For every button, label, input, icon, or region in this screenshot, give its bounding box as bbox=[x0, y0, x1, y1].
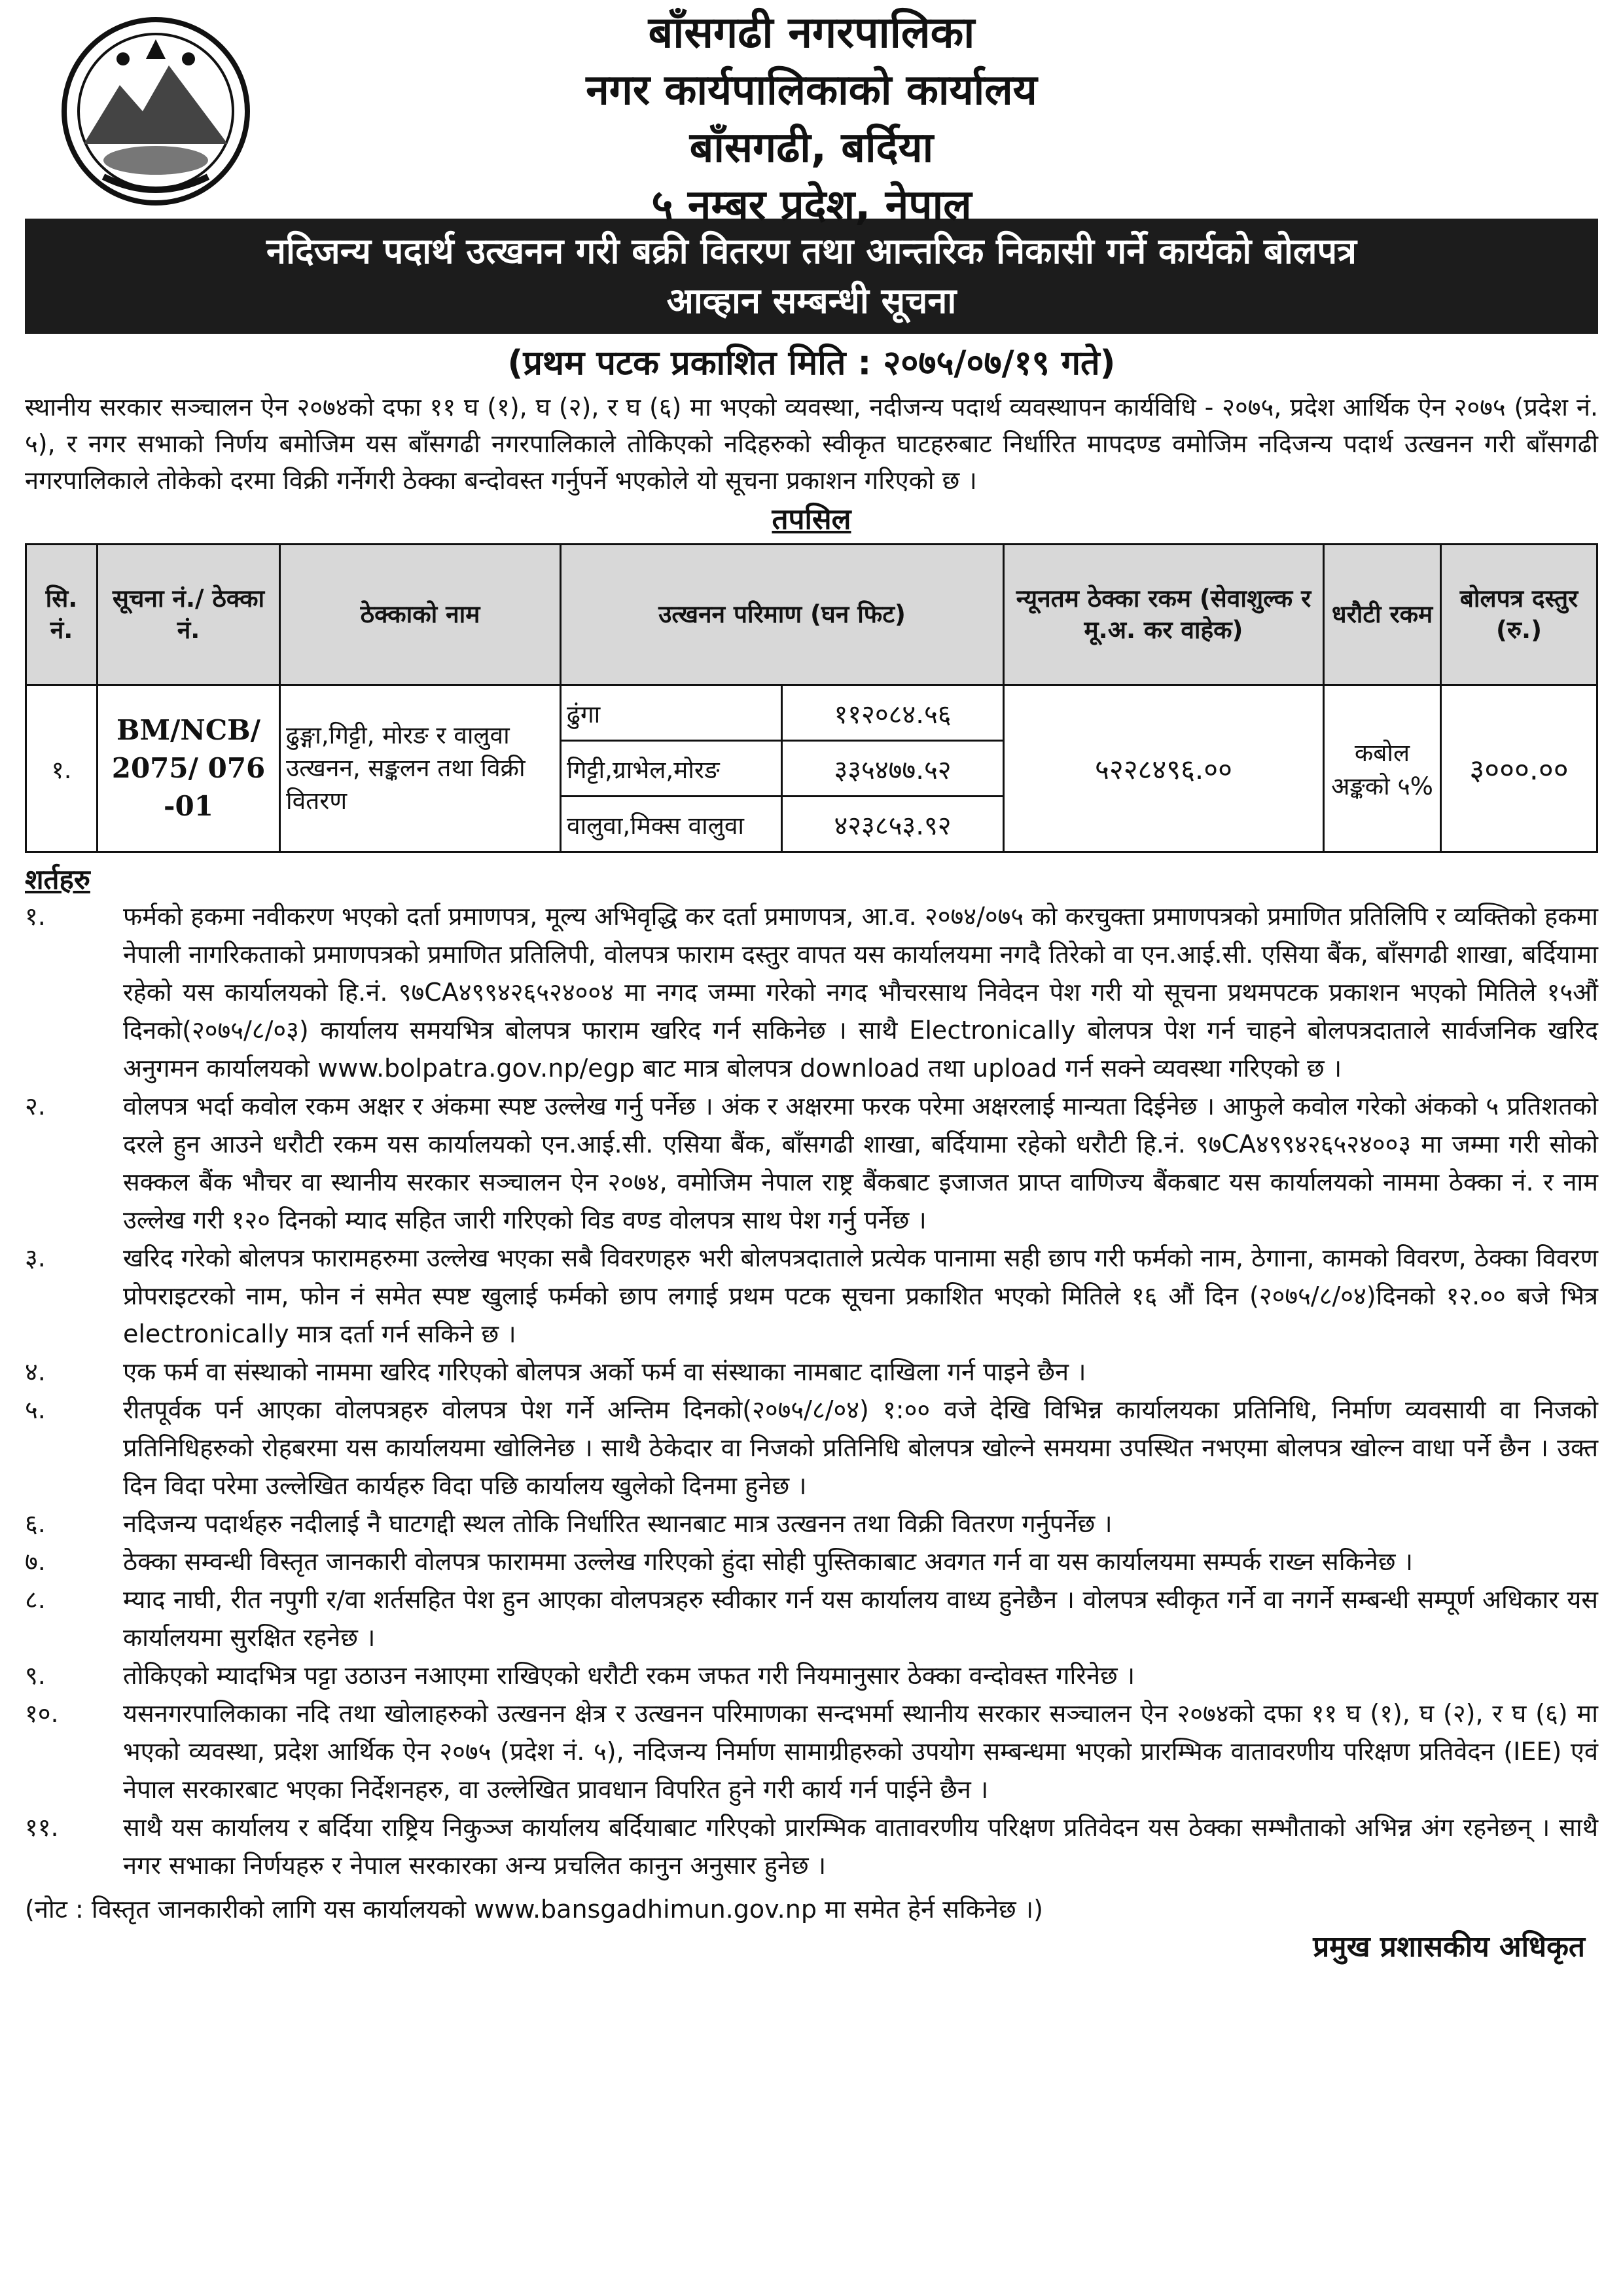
notice-title-line2: आव्हान सम्बन्धी सूचना bbox=[666, 280, 957, 321]
office-name: नगर कार्यपालिकाको कार्यालय bbox=[586, 66, 1037, 115]
condition-text: वोलपत्र भर्दा कवोल रकम अक्षर र अंकमा स्पष्ट उल्लेख गर्नु पर्नेछ । अंक र अक्षरमा फरक परेमा अक्षरलाई मान्यता दिईनेछ । आफुले कवोल गरेको अंकको ५ प्रतिशतको दरले हुन आउने धरौटी रकम यस कार्यालयको एन.आई.सी. एसिया बैंक, बाँसगढी शाखा, बर्दियामा रहेको धरौटी हि.नं. ९७CA४९९४२६५२४००३ मा जम्मा गरी सोको सक्कल बैंक भौचर वा स्थानीय सरकार सञ्चालन ऐन २०७४, वमोजिम नेपाल राष्ट्र बैंकबाट इजाजत प्राप्त वाणिज्य बैंकबाट यस कार्यालयको नाममा ठेक्का नं. र नाम उल्लेख गरी १२० दिनको म्याद सहित जारी गरिएको विड वण्ड वोलपत्र साथ पेश गर्नु पर्नेछ । bbox=[123, 1092, 1598, 1234]
header-min-amount: न्यूनतम ठेक्का रकम (सेवाशुल्क र मू.अ. कर वाहेक) bbox=[1004, 545, 1324, 685]
condition-text: नदिजन्य पदार्थहरु नदीलाई नै घाटगद्दी स्थल तोकि निर्धारित स्थानबाट मात्र उत्खनन तथा विक्री वितरण गर्नुपर्नेछ । bbox=[123, 1509, 1113, 1538]
cell-quantity: ४२३८५३.९२ bbox=[782, 797, 1004, 852]
condition-text: रीतपूर्वक पर्न आएका वोलपत्रहरु वोलपत्र पेश गर्ने अन्तिम दिनको(२०७५/८/०४) १:०० वजे देखि विभिन्न कार्यालयका प्रतिनिधि, निर्माण व्यवसायी वा निजको प्रतिनिधिहरुको रोहबरमा यस कार्यालयमा खोलिनेछ । साथै ठेकेदार वा निजको प्रतिनिधि बोलपत्र खोल्ने समयमा उपस्थित नभएमा बोलपत्र खोल्न वाधा पर्ने छैन । उक्त दिन विदा परेमा उल्लेखित कार्यहरु विदा पछि कार्यालय खुलेको दिनमा हुनेछ । bbox=[123, 1395, 1598, 1500]
condition-number: ५. bbox=[25, 1395, 46, 1424]
condition-number: ७. bbox=[25, 1547, 46, 1576]
header-ref: सूचना नं./ ठेक्का नं. bbox=[98, 545, 280, 685]
condition-text: ठेक्का सम्वन्धी विस्तृत जानकारी वोलपत्र फाराममा उल्लेख गरिएको हुंदा सोही पुस्तिकाबाट अवगत गर्न वा यस कार्यालयमा सम्पर्क राख्न सकिनेछ । bbox=[123, 1547, 1413, 1576]
nepal-emblem-icon bbox=[58, 13, 254, 209]
province-name: ५ नम्बर प्रदेश, नेपाल bbox=[651, 181, 972, 230]
condition-number: २. bbox=[25, 1092, 46, 1121]
notice-title-banner bbox=[25, 219, 1598, 334]
cell-ref: BM/NCB/ 2075/ 076 -01 bbox=[98, 685, 280, 852]
cell-material: गिट्टी,ग्राभेल,मोरङ bbox=[561, 741, 782, 797]
condition-item bbox=[25, 1391, 1598, 1505]
conditions-list bbox=[25, 897, 1598, 1884]
condition-text: खरिद गरेको बोलपत्र फारामहरुमा उल्लेख भएका सबै विवरणहरु भरी बोलपत्रदाताले प्रत्येक पानामा सही छाप गरी फर्मको नाम, ठेगाना, कामको विवरण, ठेक्का विवरण प्रोपराइटरको नाम, फोन नं समेत स्पष्ट खुलाई फर्मको छाप लगाई प्रथम पटक सूचना प्रकाशित भएको मितिले १६ औं दिन (२०७५/८/०४)दिनको १२.०० बजे भित्र electronically मात्र दर्ता गर्न सकिने छ । bbox=[123, 1244, 1598, 1348]
condition-text: तोकिएको म्यादभित्र पट्टा उठाउन नआएमा राखिएको धरौटी रकम जफत गरी नियमानुसार ठेक्का वन्दोवस्त गरिनेछ । bbox=[123, 1661, 1135, 1690]
header-deposit: धरौटी रकम bbox=[1324, 545, 1441, 685]
condition-item bbox=[25, 1657, 1598, 1695]
cell-fee: ३०००.०० bbox=[1441, 685, 1597, 852]
office-location: बाँसगढी, बर्दिया bbox=[689, 124, 934, 172]
cell-material: वालुवा,मिक्स वालुवा bbox=[561, 797, 782, 852]
condition-text: फर्मको हकमा नवीकरण भएको दर्ता प्रमाणपत्र, मूल्य अभिवृद्धि कर दर्ता प्रमाणपत्र, आ.व. २०७४/०७५ को करचुक्ता प्रमाणपत्रको प्रमाणित प्रतिलिपि र व्यक्तिको हकमा नेपाली नागरिकताको प्रमाणपत्रको प्रमाणित प्रतिलिपी, वोलपत्र फाराम दस्तुर वापत यस कार्यालयमा नगदै तिरेको वा एन.आई.सी. एसिया बैंक, बाँसगढी शाखा, बर्दियामा रहेको यस कार्यालयको हि.नं. ९७CA४९९४२६५२४००४ मा नगद जम्मा गरेको नगद भौचरसाथ निवेदन पेश गरी यो सूचना प्रथमपटक प्रकाशन भएको मितिले १५औं दिनको(२०७५/८/०३) कार्यालय समयभित्र बोलपत्र फाराम खरिद गर्न सकिनेछ । साथै Electronically बोलपत्र पेश गर्न चाहने बोलपत्रदाताले सार्वजनिक खरिद अनुगमन कार्यालयको www.bolpatra.gov.np/egp बाट मात्र बोलपत्र download तथा upload गर्न सक्ने व्यवस्था गरिएको छ । bbox=[123, 902, 1598, 1083]
condition-number: १०. bbox=[25, 1699, 59, 1728]
condition-text: एक फर्म वा संस्थाको नाममा खरिद गरिएको बोलपत्र अर्को फर्म वा संस्थाका नामबाट दाखिला गर्न पाइने छैन । bbox=[123, 1357, 1086, 1386]
signatory-title: प्रमुख प्रशासकीय अधिकृत bbox=[1313, 1930, 1585, 1964]
schedule-heading: तपसिल bbox=[772, 503, 851, 536]
header-sn: सि. नं. bbox=[26, 545, 98, 685]
condition-item bbox=[25, 1239, 1598, 1353]
condition-number: ३. bbox=[25, 1244, 46, 1272]
condition-number: १. bbox=[25, 902, 46, 931]
condition-number: ९. bbox=[25, 1661, 46, 1690]
tender-table bbox=[25, 543, 1598, 853]
cell-material: ढुंगा bbox=[561, 685, 782, 741]
table-header-row bbox=[26, 545, 1597, 685]
header-name: ठेक्काको नाम bbox=[280, 545, 561, 685]
cell-min-amount: ५२२८४९६.०० bbox=[1004, 685, 1324, 852]
table-row bbox=[26, 685, 1597, 741]
condition-number: ६. bbox=[25, 1509, 46, 1538]
condition-item bbox=[25, 1581, 1598, 1657]
condition-number: ८. bbox=[25, 1585, 46, 1614]
condition-number: ११. bbox=[25, 1813, 59, 1842]
cell-name: ढुङ्गा,गिट्टी, मोरङ र वालुवा उत्खनन, सङ्कलन तथा विक्री वितरण bbox=[280, 685, 561, 852]
header-quantity: उत्खनन परिमाण (घन फिट) bbox=[561, 545, 1004, 685]
condition-item bbox=[25, 1505, 1598, 1543]
notice-title-line1: नदिजन्य पदार्थ उत्खनन गरी बक्री वितरण तथा आन्तरिक निकासी गर्ने कार्यको बोलपत्र bbox=[266, 230, 1357, 272]
condition-text: म्याद नाघी, रीत नपुगी र/वा शर्तसहित पेश हुन आएका वोलपत्रहरु स्वीकार गर्न यस कार्यालय वाध्य हुनेछैन । वोलपत्र स्वीकृत गर्ने वा नगर्ने सम्बन्धी सम्पूर्ण अधिकार यस कार्यालयमा सुरक्षित रहनेछ । bbox=[123, 1585, 1598, 1652]
intro-paragraph: स्थानीय सरकार सञ्चालन ऐन २०७४को दफा ११ घ (१), घ (२), र घ (६) मा भएको व्यवस्था, नदीजन्य पदार्थ व्यवस्थापन कार्यविधि - २०७५, प्रदेश आर्थिक ऐन २०७५ (प्रदेश नं. ५), र नगर सभाको निर्णय बमोजिम यस बाँसगढी नगरपालिकाले तोकिएको नदिहरुको स्वीकृत घाटहरुबाट निर्धारित मापदण्ड वमोजिम नदिजन्य पदार्थ उत्खनन गरी बाँसगढी नगरपालिकाले तोकेको दरमा विक्री गर्नेगरी ठेक्का बन्दोवस्त गर्नुपर्ने भएकोले यो सूचना प्रकाशन गरिएको छ । bbox=[25, 393, 1598, 495]
letterhead bbox=[25, 0, 1598, 230]
condition-item bbox=[25, 1695, 1598, 1808]
condition-item bbox=[25, 1808, 1598, 1884]
conditions-heading: शर्तहरु bbox=[25, 863, 90, 895]
municipality-name: बाँसगढी नगरपालिका bbox=[648, 7, 975, 58]
cell-quantity: ११२०८४.५६ bbox=[782, 685, 1004, 741]
publication-date: (प्रथम पटक प्रकाशित मिति : २०७५/०७/१९ गते) bbox=[507, 344, 1116, 383]
header-fee: बोलपत्र दस्तुर (रु.) bbox=[1441, 545, 1597, 685]
cell-deposit: कबोल अङ्कको ५% bbox=[1324, 685, 1441, 852]
condition-text: साथै यस कार्यालय र बर्दिया राष्ट्रिय निकुञ्ज कार्यालय बर्दियाबाट गरिएको प्रारम्भिक वातावरणीय परिक्षण प्रतिवेदन यस ठेक्का सम्भौताको अभिन्न अंग रहनेछन् । साथै नगर सभाका निर्णयहरु र नेपाल सरकारका अन्य प्रचलित कानुन अनुसार हुनेछ । bbox=[123, 1813, 1598, 1880]
condition-item bbox=[25, 897, 1598, 1087]
condition-item bbox=[25, 1353, 1598, 1391]
condition-number: ४. bbox=[25, 1357, 46, 1386]
condition-item bbox=[25, 1087, 1598, 1239]
cell-quantity: ३३५४७७.५२ bbox=[782, 741, 1004, 797]
condition-item bbox=[25, 1543, 1598, 1581]
condition-text: यसनगरपालिकाका नदि तथा खोलाहरुको उत्खनन क्षेत्र र उत्खनन परिमाणका सन्दभर्मा स्थानीय सरकार सञ्चालन ऐन २०७४को दफा ११ घ (१), घ (२), र घ (६) मा भएको व्यवस्था, प्रदेश आर्थिक ऐन २०७५ (प्रदेश नं. ५), नदिजन्य निर्माण सामाग्रीहरुको उपयोग सम्बन्धमा भएको प्रारम्भिक वातावरणीय परिक्षण प्रतिवेदन (IEE) एवं नेपाल सरकारबाट भएका निर्देशनहरु, वा उल्लेखित प्रावधान विपरित हुने गरी कार्य गर्न पाईने छैन । bbox=[123, 1699, 1598, 1804]
footnote: (नोट : विस्तृत जानकारीको लागि यस कार्यालयको www.bansgadhimun.gov.np मा समेत हेर्न सकिनेछ ।) bbox=[25, 1895, 1043, 1924]
cell-sn: १. bbox=[26, 685, 98, 852]
